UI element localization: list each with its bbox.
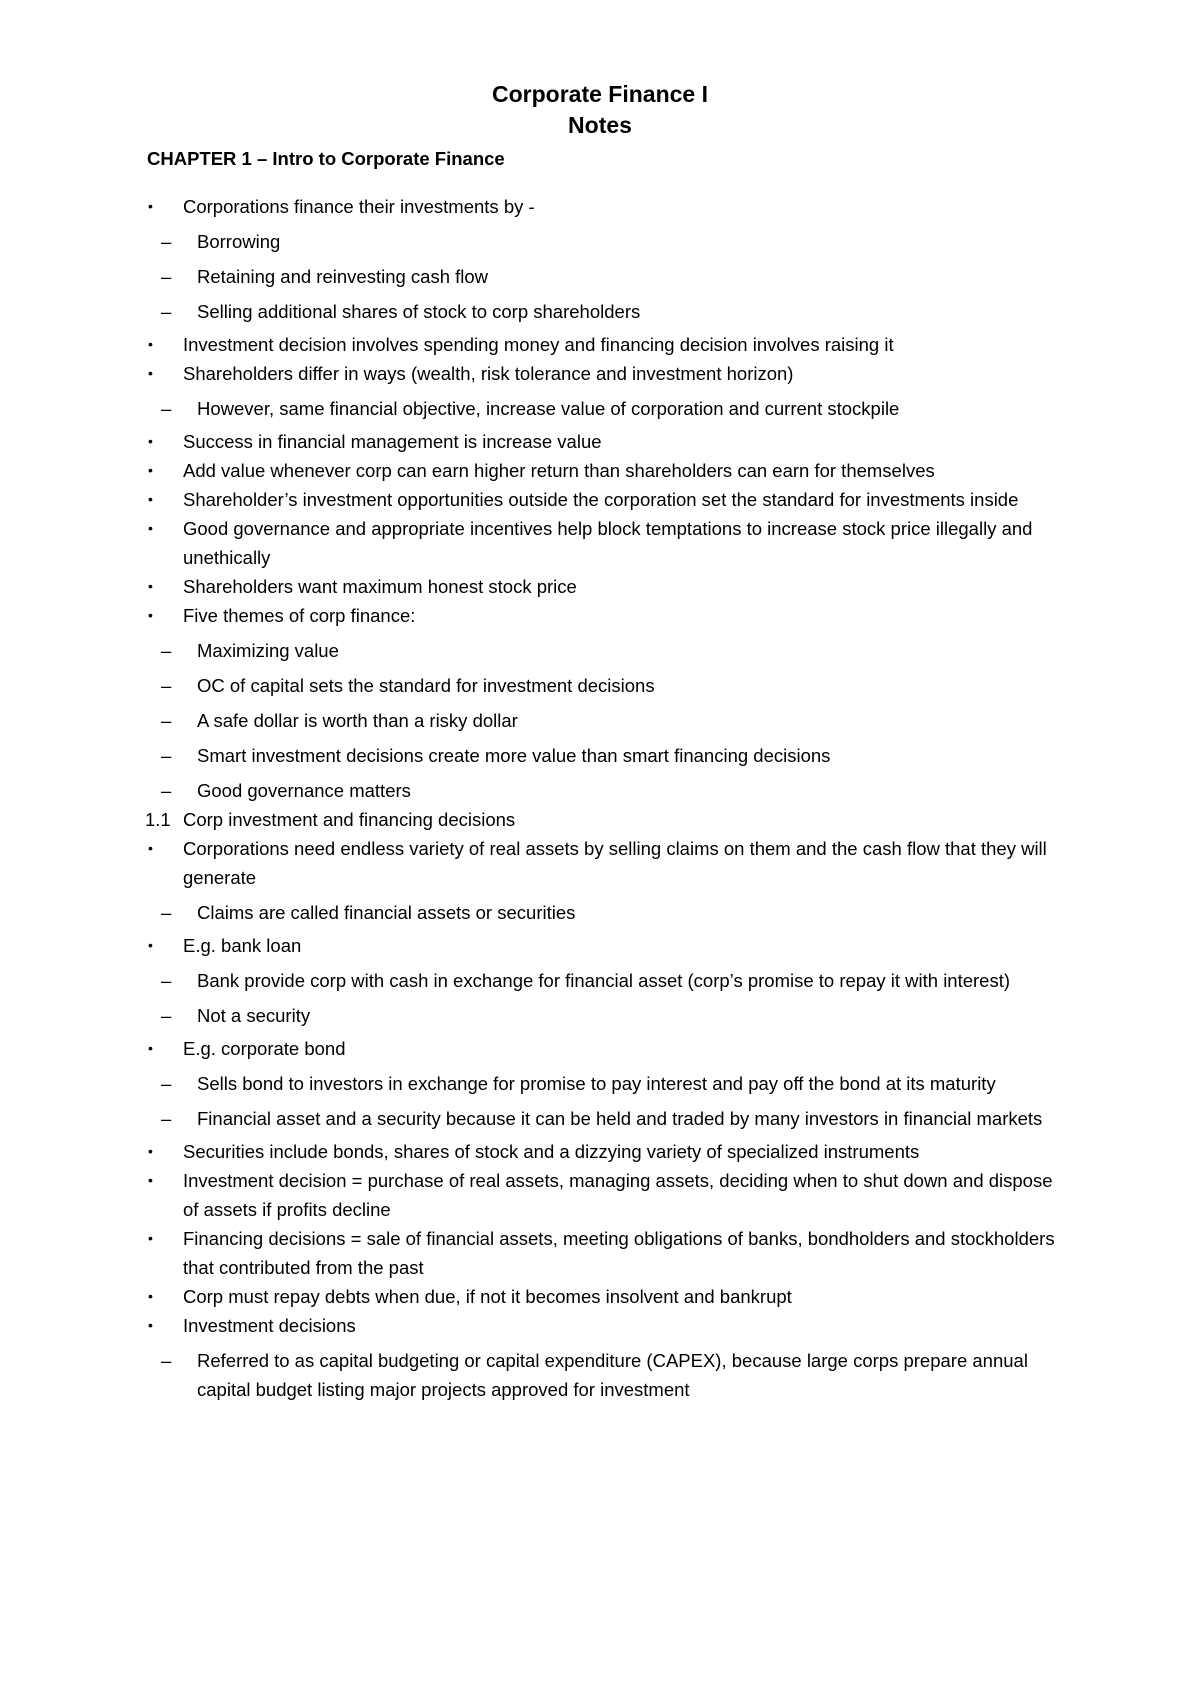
item-text: Maximizing value — [197, 640, 339, 661]
notes-list — [0, 192, 1200, 1404]
sub-list-item — [0, 394, 1200, 423]
sub-list-item — [0, 297, 1200, 326]
dash-marker: – — [161, 1005, 172, 1026]
list-item — [0, 1034, 1200, 1063]
bullet-marker: • — [148, 462, 153, 478]
dash-marker: – — [161, 902, 172, 923]
bullet-marker: • — [148, 607, 153, 623]
bullet-marker: • — [148, 840, 153, 856]
document-subtitle: Notes — [568, 112, 632, 138]
item-text: Corporations finance their investments by - — [183, 196, 535, 217]
dash-marker: – — [161, 640, 172, 661]
document-title: Corporate Finance I — [492, 81, 708, 107]
sub-list-item — [0, 1346, 1200, 1404]
dash-marker: – — [161, 745, 172, 766]
item-text: E.g. bank loan — [183, 935, 302, 956]
sub-list-item — [0, 636, 1200, 665]
item-text: A safe dollar is worth than a risky dollar — [197, 710, 518, 731]
sub-list-item — [0, 262, 1200, 291]
bullet-marker: • — [148, 1040, 153, 1056]
item-text: Investment decision = purchase of real assets, managing assets, deciding when to shut down and dispose of assets if profits decline — [183, 1170, 1053, 1220]
bullet-marker: • — [148, 520, 153, 536]
section-number: 1.1 — [145, 809, 171, 830]
bullet-marker: • — [148, 198, 153, 214]
dash-marker: – — [161, 675, 172, 696]
dash-marker: – — [161, 1073, 172, 1094]
item-text: Claims are called financial assets or securities — [197, 902, 576, 923]
item-text: Corp must repay debts when due, if not it becomes insolvent and bankrupt — [183, 1286, 792, 1307]
item-text: Referred to as capital budgeting or capital expenditure (CAPEX), because large corps prepare annual capital budget listing major projects approved for investment — [197, 1350, 1028, 1400]
bullet-marker: • — [148, 1172, 153, 1188]
dash-marker: – — [161, 231, 172, 252]
dash-marker: – — [161, 398, 172, 419]
item-text: Selling additional shares of stock to corp shareholders — [197, 301, 641, 322]
dash-marker: – — [161, 710, 172, 731]
bullet-marker: • — [148, 433, 153, 449]
item-text: Corp investment and financing decisions — [183, 809, 516, 830]
dash-marker: – — [161, 1108, 172, 1129]
item-text: Smart investment decisions create more value than smart financing decisions — [197, 745, 831, 766]
item-text: Good governance and appropriate incentives help block temptations to increase stock price illegally and unethically — [183, 518, 1033, 568]
dash-marker: – — [161, 1350, 172, 1371]
item-text: Five themes of corp finance: — [183, 605, 416, 626]
item-text: Add value whenever corp can earn higher return than shareholders can earn for themselves — [183, 460, 935, 481]
sub-list-item — [0, 227, 1200, 256]
item-text: Shareholders want maximum honest stock price — [183, 576, 577, 597]
item-text: E.g. corporate bond — [183, 1038, 346, 1059]
item-text: Investment decision involves spending money and financing decision involves raising it — [183, 334, 894, 355]
list-item — [0, 1311, 1200, 1340]
dash-marker: – — [161, 266, 172, 287]
sub-list-item — [0, 1001, 1200, 1030]
sub-list-item — [0, 1104, 1200, 1133]
item-text: Securities include bonds, shares of stock and a dizzying variety of specialized instruments — [183, 1141, 920, 1162]
list-item — [0, 485, 1200, 514]
item-text: Bank provide corp with cash in exchange for financial asset (corp’s promise to repay it with interest) — [197, 970, 1011, 991]
list-item — [0, 572, 1200, 601]
list-item — [0, 931, 1200, 960]
bullet-marker: • — [148, 1288, 153, 1304]
list-item — [0, 601, 1200, 630]
item-text: Retaining and reinvesting cash flow — [197, 266, 489, 287]
sub-list-item — [0, 966, 1200, 995]
list-item — [0, 427, 1200, 456]
item-text: Shareholder’s investment opportunities outside the corporation set the standard for investments inside — [183, 489, 1019, 510]
list-item — [0, 1166, 1200, 1224]
list-item — [0, 456, 1200, 485]
list-item — [0, 1282, 1200, 1311]
sub-list-item — [0, 898, 1200, 927]
item-text: Shareholders differ in ways (wealth, risk tolerance and investment horizon) — [183, 363, 794, 384]
bullet-marker: • — [148, 1317, 153, 1333]
sub-list-item — [0, 1069, 1200, 1098]
list-item — [0, 514, 1200, 572]
item-text: Corporations need endless variety of real assets by selling claims on them and the cash flow that they will generate — [183, 838, 1047, 888]
item-text: Not a security — [197, 1005, 311, 1026]
sub-list-item — [0, 776, 1200, 805]
list-item — [0, 1224, 1200, 1282]
item-text: Financial asset and a security because it can be held and traded by many investors in financial markets — [197, 1108, 1043, 1129]
list-item — [0, 359, 1200, 388]
item-text: Success in financial management is increase value — [183, 431, 602, 452]
bullet-marker: • — [148, 578, 153, 594]
bullet-marker: • — [148, 491, 153, 507]
item-text: Good governance matters — [197, 780, 411, 801]
item-text: Financing decisions = sale of financial assets, meeting obligations of banks, bondholders and stockholders that contributed from the past — [183, 1228, 1055, 1278]
sub-list-item — [0, 741, 1200, 770]
item-text: OC of capital sets the standard for investment decisions — [197, 675, 655, 696]
item-text: Sells bond to investors in exchange for promise to pay interest and pay off the bond at its maturity — [197, 1073, 996, 1094]
dash-marker: – — [161, 780, 172, 801]
sub-list-item — [0, 671, 1200, 700]
item-text: Borrowing — [197, 231, 281, 252]
list-item — [0, 834, 1200, 892]
list-item — [0, 330, 1200, 359]
section-heading — [0, 805, 1200, 834]
dash-marker: – — [161, 301, 172, 322]
bullet-marker: • — [148, 1230, 153, 1246]
item-text: However, same financial objective, increase value of corporation and current stockpile — [197, 398, 900, 419]
bullet-marker: • — [148, 336, 153, 352]
dash-marker: – — [161, 970, 172, 991]
bullet-marker: • — [148, 937, 153, 953]
sub-list-item — [0, 706, 1200, 735]
item-text: Investment decisions — [183, 1315, 356, 1336]
bullet-marker: • — [148, 1143, 153, 1159]
chapter-heading: CHAPTER 1 – Intro to Corporate Finance — [147, 148, 505, 169]
list-item — [0, 192, 1200, 221]
bullet-marker: • — [148, 365, 153, 381]
list-item — [0, 1137, 1200, 1166]
